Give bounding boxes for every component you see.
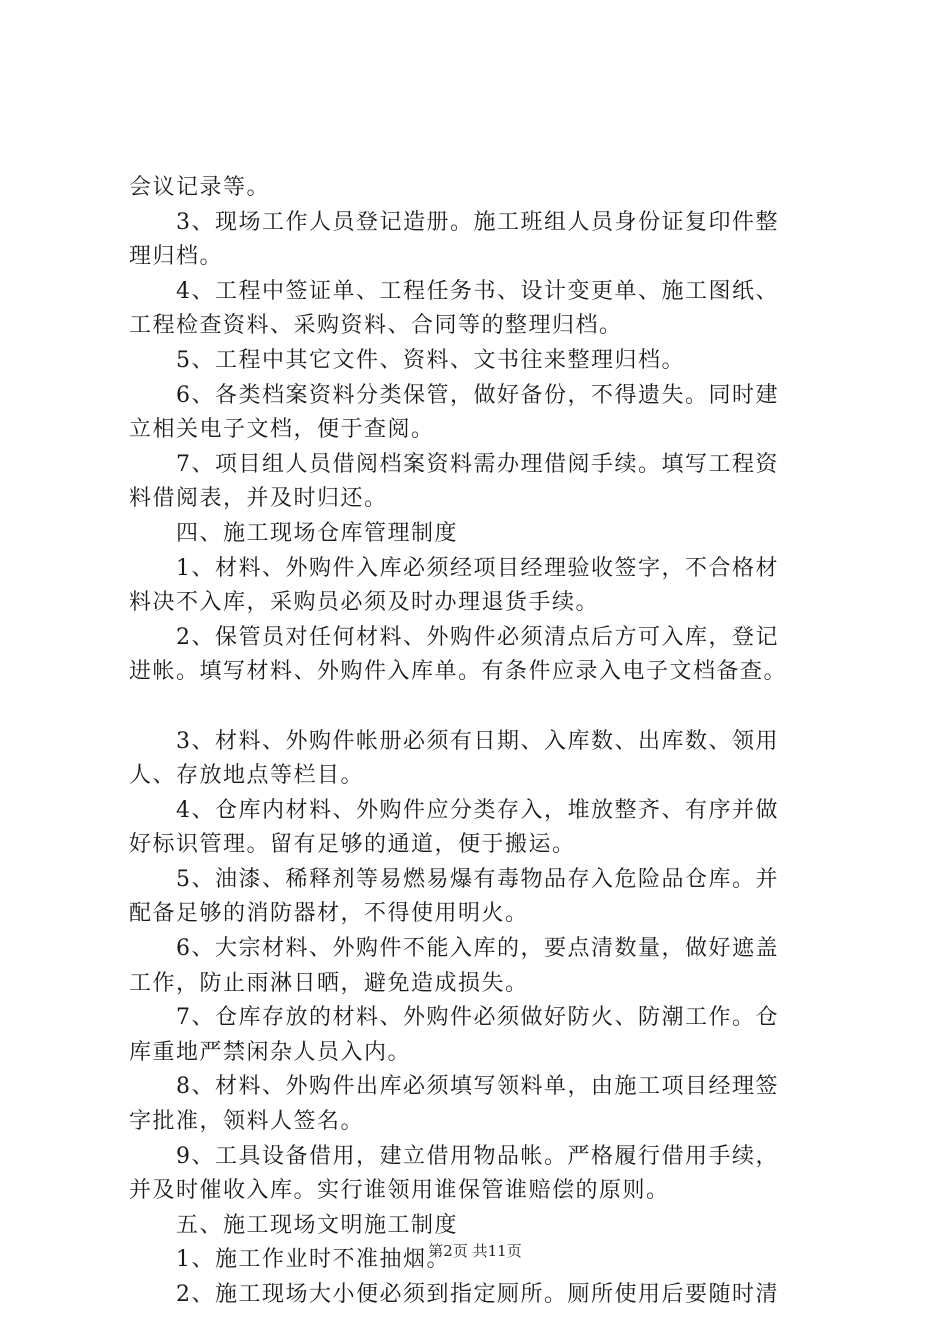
paragraph-line-indented: 6、大宗材料、外购件不能入库的，要点清数量，做好遮盖	[176, 936, 779, 962]
paragraph-line: 并及时催收入库。实行谁领用谁保管谁赔偿的原则。	[129, 1178, 670, 1204]
document-body	[129, 171, 849, 1313]
paragraph-line: 工作，防止雨淋日晒，避免造成损失。	[129, 970, 529, 996]
paragraph-line: 人、存放地点等栏目。	[129, 763, 365, 789]
paragraph-line: 进帐。填写材料、外购件入库单。有条件应录入电子文档备查。	[129, 659, 788, 685]
paragraph-line-indented: 1、材料、外购件入库必须经项目经理验收签字，不合格材	[176, 555, 779, 581]
paragraph-line-indented: 3、材料、外购件帐册必须有日期、入库数、出库数、领用	[176, 728, 779, 754]
paragraph-line: 配备足够的消防器材，不得使用明火。	[129, 901, 529, 927]
paragraph-line: 立相关电子文档，便于查阅。	[129, 417, 435, 443]
paragraph-line-indented: 4、仓库内材料、外购件应分类存入，堆放整齐、有序并做	[176, 797, 779, 823]
paragraph-line-indented: 2、保管员对任何材料、外购件必须清点后方可入库，登记	[176, 624, 779, 650]
paragraph-line-indented: 7、仓库存放的材料、外购件必须做好防火、防潮工作。仓	[176, 1005, 779, 1031]
paragraph-line: 料借阅表，并及时归还。	[129, 486, 388, 512]
blank-line	[129, 690, 849, 725]
paragraph-line-indented: 5、工程中其它文件、资料、文书往来整理归档。	[176, 347, 685, 373]
paragraph-line-indented: 6、各类档案资料分类保管，做好备份，不得遗失。同时建	[176, 382, 779, 408]
paragraph-line-indented: 3、现场工作人员登记造册。施工班组人员身份证复印件整	[176, 209, 779, 235]
paragraph-line: 库重地严禁闲杂人员入内。	[129, 1039, 412, 1065]
paragraph-line: 会议记录等。	[129, 175, 271, 200]
paragraph-line-indented: 1、施工作业时不准抽烟。	[176, 1247, 450, 1273]
paragraph-line-indented: 2、施工现场大小便必须到指定厕所。厕所使用后要随时清	[176, 1282, 779, 1307]
paragraph-line: 理归档。	[129, 244, 224, 270]
paragraph-line-indented: 9、工具设备借用，建立借用物品帐。严格履行借用手续，	[176, 1143, 779, 1169]
paragraph-line: 字批准，领料人签名。	[129, 1109, 365, 1135]
paragraph-line-indented: 5、油漆、稀释剂等易燃易爆有毒物品存入危险品仓库。并	[176, 866, 779, 892]
paragraph-line-indented: 四、施工现场仓库管理制度	[176, 520, 459, 546]
paragraph-line-indented: 五、施工现场文明施工制度	[176, 1212, 459, 1238]
paragraph-line: 工程检查资料、采购资料、合同等的整理归档。	[129, 313, 623, 339]
paragraph-line: 好标识管理。留有足够的通道，便于搬运。	[129, 832, 576, 858]
paragraph-line-indented: 7、项目组人员借阅档案资料需办理借阅手续。填写工程资	[176, 451, 779, 477]
paragraph-line-indented: 4、工程中签证单、工程任务书、设计变更单、施工图纸、	[176, 278, 779, 304]
paragraph-line: 料决不入库，采购员必须及时办理退货手续。	[129, 590, 600, 616]
page-footer: 第2页 共11页	[428, 1242, 522, 1260]
paragraph-line-indented: 8、材料、外购件出库必须填写领料单，由施工项目经理签	[176, 1074, 779, 1100]
